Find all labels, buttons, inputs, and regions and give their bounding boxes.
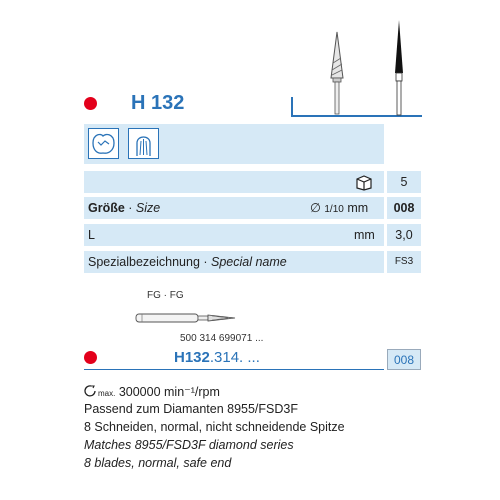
length-label: L	[88, 228, 95, 242]
special-label	[88, 252, 287, 272]
special-label-sep: ·	[199, 255, 211, 269]
size-badge: 008	[387, 349, 421, 370]
speed-line	[84, 384, 220, 399]
special-value: FS3	[394, 256, 414, 267]
rotation-icon	[84, 385, 98, 397]
note-line-3: Matches 8955/FSD3F diamond series	[84, 438, 294, 452]
pack-row	[84, 171, 384, 193]
speed-sub: max.	[98, 389, 116, 398]
bur-profile-drawing	[384, 18, 414, 118]
length-unit: mm	[354, 228, 375, 242]
pack-value: 5	[400, 175, 408, 189]
product-ref-suffix: .314. ...	[209, 349, 260, 366]
note-line-4: 8 blades, normal, safe end	[84, 456, 232, 470]
note-line-2: 8 Schneiden, normal, nicht schneidende Spitze	[84, 420, 345, 434]
size-unit	[310, 198, 368, 220]
speed-value: 300000 min⁻¹/rpm	[118, 385, 220, 399]
size-label-en: Size	[135, 201, 161, 215]
tooth-crown-icon	[88, 128, 119, 159]
order-code: 500 314 699071 ...	[180, 333, 264, 344]
bur-drawing	[132, 308, 242, 328]
size-unit-fraction: 1/10	[324, 204, 344, 215]
size-label-sep: ·	[124, 201, 136, 215]
product-rule	[84, 369, 384, 370]
bur-tip-icon	[128, 128, 159, 159]
shank-type-label: FG · FG	[147, 290, 184, 301]
size-label	[88, 198, 160, 218]
bur-side-drawing	[318, 28, 358, 118]
red-dot	[84, 97, 97, 110]
special-label-en: Special name	[211, 255, 287, 269]
length-value: 3,0	[395, 228, 413, 242]
package-icon	[354, 173, 374, 191]
size-unit-mm: mm	[347, 201, 369, 215]
size-label-de: Größe	[88, 201, 125, 215]
note-line-1: Passend zum Diamanten 8955/FSD3F	[84, 402, 298, 416]
length-row	[84, 224, 384, 246]
product-ref-main: H132	[174, 349, 210, 366]
red-dot-product	[84, 351, 97, 364]
product-ref	[174, 349, 260, 366]
header-rule	[291, 97, 293, 117]
diameter-icon: ∅	[310, 201, 321, 215]
special-label-de: Spezialbezeichnung	[88, 255, 200, 269]
page-title: H 132	[131, 92, 185, 114]
size-value: 008	[393, 201, 415, 215]
